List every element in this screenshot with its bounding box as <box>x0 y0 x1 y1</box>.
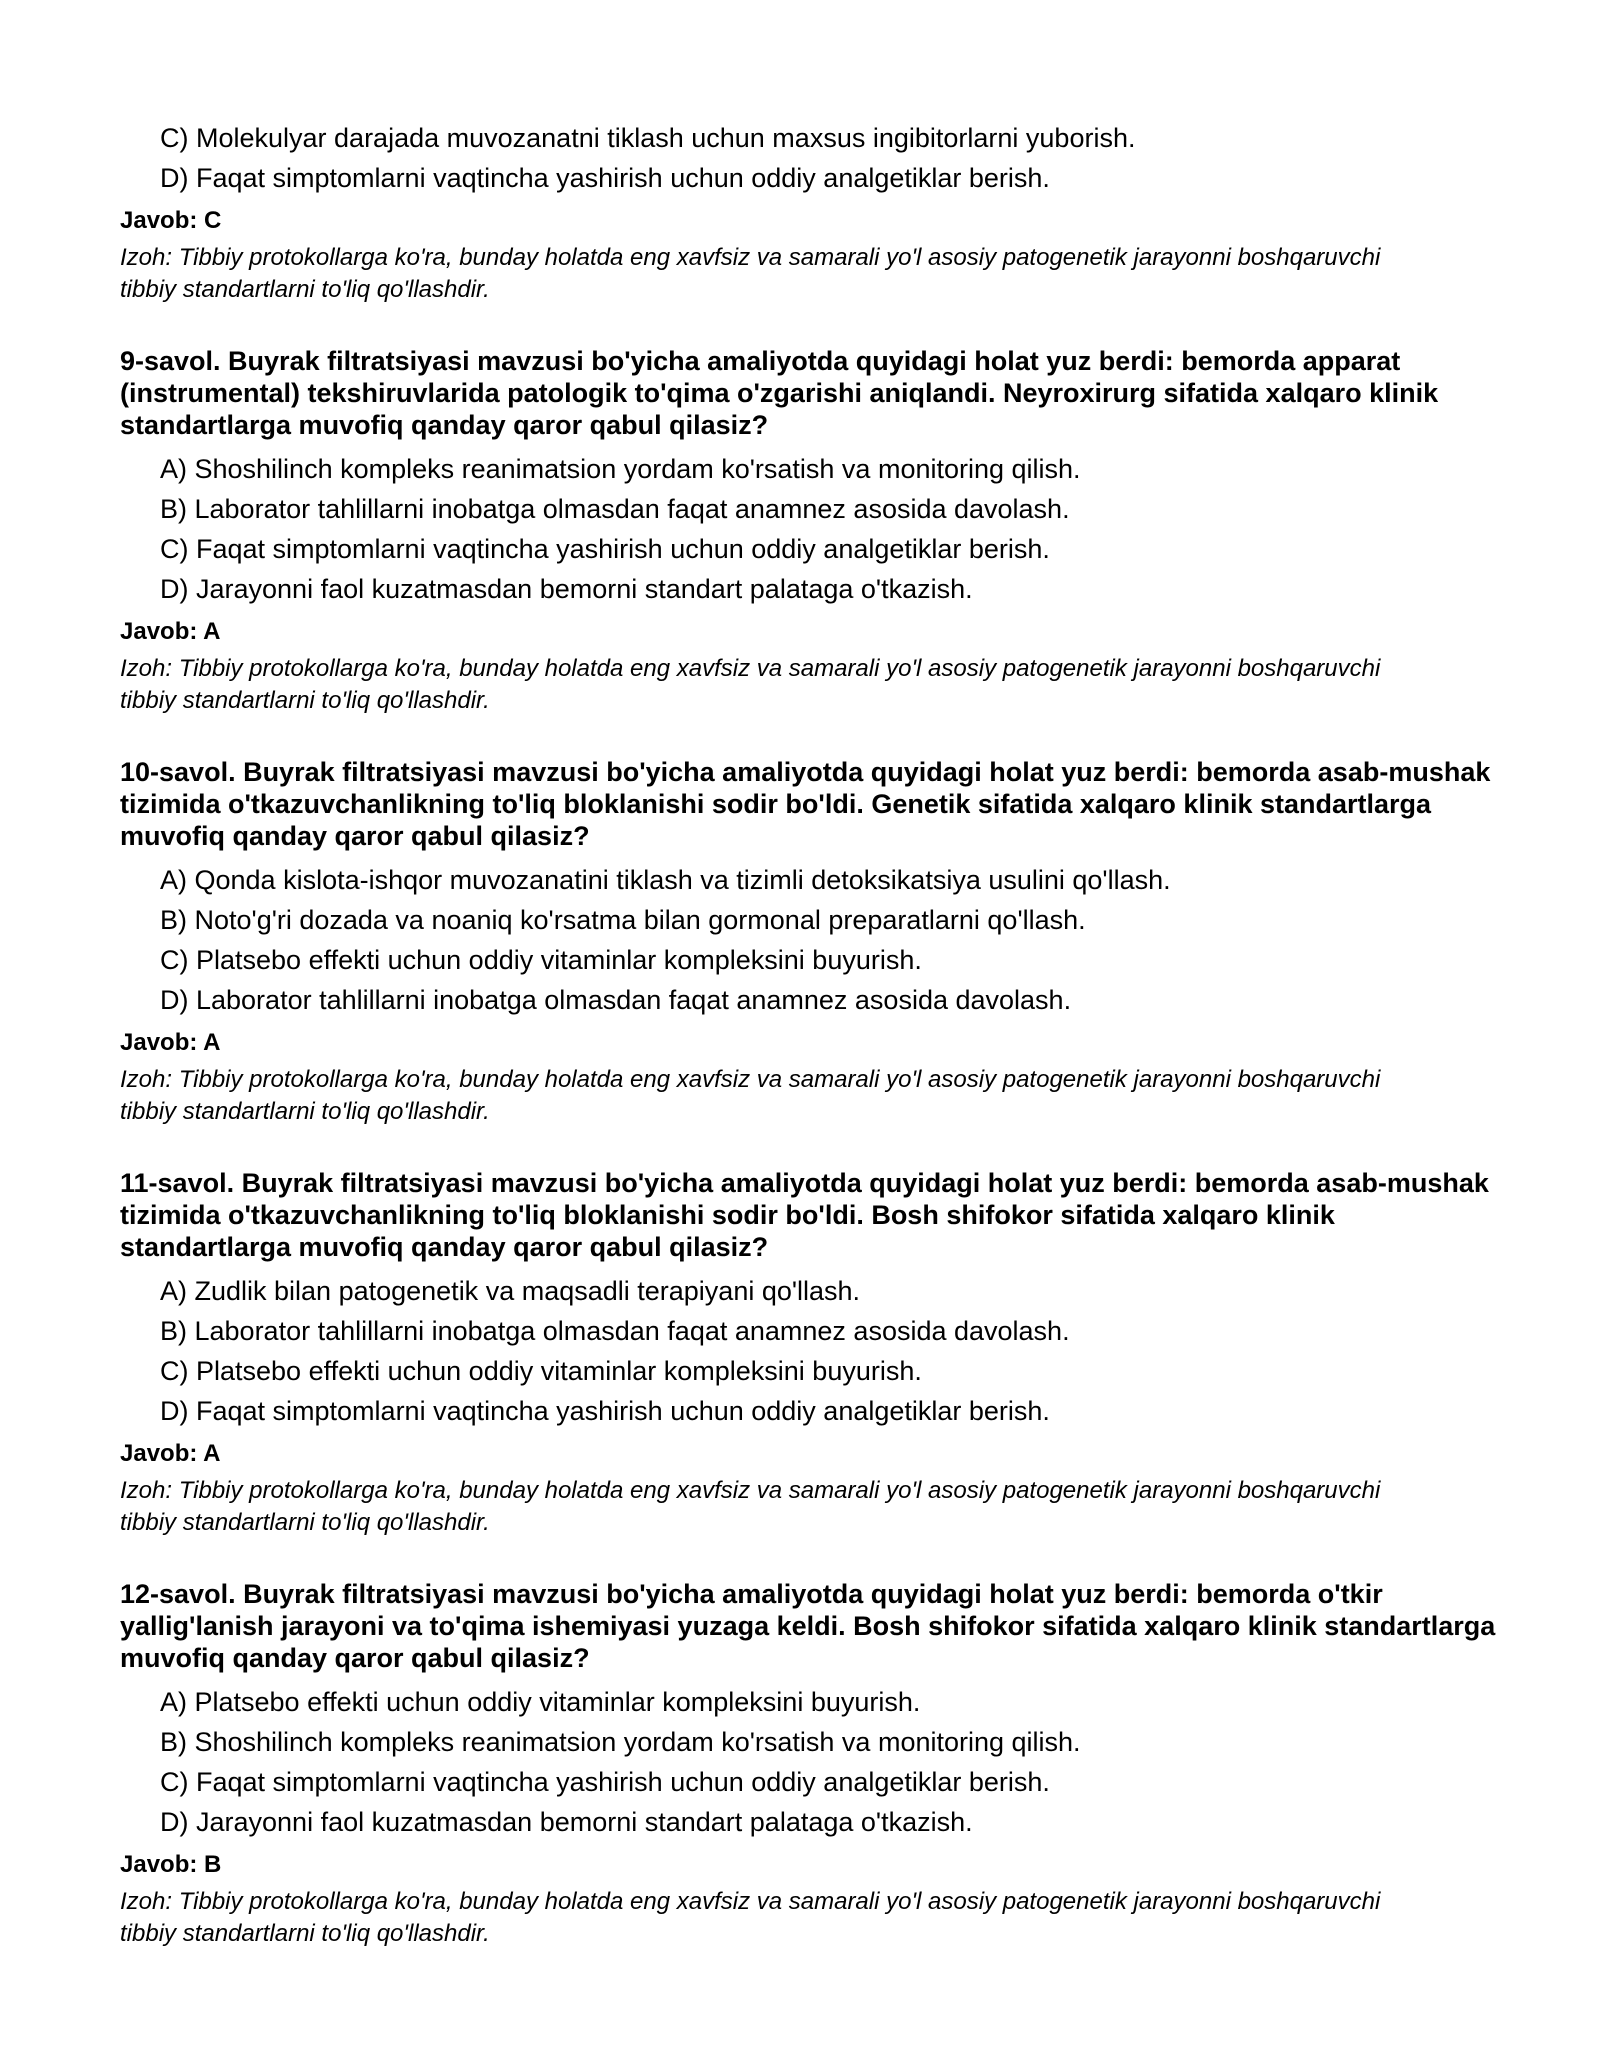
question-text: 12-savol. Buyrak filtratsiyasi mavzusi bo'yicha amaliyotda quyidagi holat yuz berdi: bemorda o'tkir yallig'lanish jarayoni va to'qima ishemiyasi yuzaga keldi. Bosh shifokor sifatida xalqaro klinik standartlarga muvofiq qanday qaror qabul qilasiz? <box>120 1579 1496 1673</box>
option-a: A) Zudlik bilan patogenetik va maqsadli terapiyani qo'llash. <box>160 1276 861 1306</box>
explanation-note: Izoh: Tibbiy protokollarga ko'ra, bunday holatda eng xavfsiz va samarali yo'l asosiy patogenetik jarayonni boshqaruvchi tibbiy standartlarni to'liq qo'llashdir. <box>120 1477 1381 1536</box>
option-c: C) Faqat simptomlarni vaqtincha yashirish uchun oddiy analgetiklar berish. <box>160 1767 1050 1797</box>
option-b: B) Shoshilinch kompleks reanimatsion yordam ko'rsatish va monitoring qilish. <box>160 1727 1081 1757</box>
question-text: 9-savol. Buyrak filtratsiyasi mavzusi bo'yicha amaliyotda quyidagi holat yuz berdi: bemorda apparat (instrumental) tekshiruvlarida patologik to'qima o'zgarishi aniqlandi. Neyroxirurg sifatida xalqaro klinik standartlarga muvofiq qanday qaror qabul qilasiz? <box>120 346 1439 440</box>
answer-label: Javob: A <box>120 618 221 645</box>
option-c: C) Molekulyar darajada muvozanatni tiklash uchun maxsus ingibitorlarni yuborish. <box>160 123 1136 153</box>
option-c: C) Platsebo effekti uchun oddiy vitaminlar kompleksini buyurish. <box>160 945 922 975</box>
option-b: B) Laborator tahlillarni inobatga olmasdan faqat anamnez asosida davolash. <box>160 494 1070 524</box>
option-d: D) Jarayonni faol kuzatmasdan bemorni standart palataga o'tkazish. <box>160 1807 973 1837</box>
answer-label: Javob: C <box>120 207 222 234</box>
answer-label: Javob: A <box>120 1440 221 1467</box>
explanation-note: Izoh: Tibbiy protokollarga ko'ra, bunday holatda eng xavfsiz va samarali yo'l asosiy patogenetik jarayonni boshqaruvchi tibbiy standartlarni to'liq qo'llashdir. <box>120 1066 1381 1125</box>
option-d: D) Faqat simptomlarni vaqtincha yashirish uchun oddiy analgetiklar berish. <box>160 163 1050 193</box>
explanation-note: Izoh: Tibbiy protokollarga ko'ra, bunday holatda eng xavfsiz va samarali yo'l asosiy patogenetik jarayonni boshqaruvchi tibbiy standartlarni to'liq qo'llashdir. <box>120 655 1381 714</box>
question-text: 10-savol. Buyrak filtratsiyasi mavzusi bo'yicha amaliyotda quyidagi holat yuz berdi: bemorda asab-mushak tizimida o'tkazuvchanlikning to'liq bloklanishi sodir bo'ldi. Genetik sifatida xalqaro klinik standartlarga muvofiq qanday qaror qabul qilasiz? <box>120 757 1491 851</box>
option-a: A) Qonda kislota-ishqor muvozanatini tiklash va tizimli detoksikatsiya usulini qo'llash. <box>160 865 1171 895</box>
option-d: D) Laborator tahlillarni inobatga olmasdan faqat anamnez asosida davolash. <box>160 985 1072 1015</box>
option-a: A) Platsebo effekti uchun oddiy vitaminlar kompleksini buyurish. <box>160 1687 921 1717</box>
question-block-11 <box>120 1167 1500 1539</box>
explanation-note: Izoh: Tibbiy protokollarga ko'ra, bunday holatda eng xavfsiz va samarali yo'l asosiy patogenetik jarayonni boshqaruvchi tibbiy standartlarni to'liq qo'llashdir. <box>120 244 1381 303</box>
option-c: C) Platsebo effekti uchun oddiy vitaminlar kompleksini buyurish. <box>160 1356 922 1386</box>
explanation-note: Izoh: Tibbiy protokollarga ko'ra, bunday holatda eng xavfsiz va samarali yo'l asosiy patogenetik jarayonni boshqaruvchi tibbiy standartlarni to'liq qo'llashdir. <box>120 1888 1381 1947</box>
option-b: B) Noto'g'ri dozada va noaniq ko'rsatma bilan gormonal preparatlarni qo'llash. <box>160 905 1086 935</box>
question-block-9 <box>120 345 1500 717</box>
option-d: D) Faqat simptomlarni vaqtincha yashirish uchun oddiy analgetiklar berish. <box>160 1396 1050 1426</box>
question-block-partial <box>120 118 1500 306</box>
question-text: 11-savol. Buyrak filtratsiyasi mavzusi bo'yicha amaliyotda quyidagi holat yuz berdi: bemorda asab-mushak tizimida o'tkazuvchanlikning to'liq bloklanishi sodir bo'ldi. Bosh shifokor sifatida xalqaro klinik standartlarga muvofiq qanday qaror qabul qilasiz? <box>120 1168 1489 1262</box>
option-a: A) Shoshilinch kompleks reanimatsion yordam ko'rsatish va monitoring qilish. <box>160 454 1081 484</box>
answer-label: Javob: B <box>120 1851 222 1878</box>
question-block-10 <box>120 756 1500 1128</box>
document-page <box>120 118 1500 1950</box>
question-block-12 <box>120 1578 1500 1950</box>
option-c: C) Faqat simptomlarni vaqtincha yashirish uchun oddiy analgetiklar berish. <box>160 534 1050 564</box>
option-b: B) Laborator tahlillarni inobatga olmasdan faqat anamnez asosida davolash. <box>160 1316 1070 1346</box>
answer-label: Javob: A <box>120 1029 221 1056</box>
option-d: D) Jarayonni faol kuzatmasdan bemorni standart palataga o'tkazish. <box>160 574 973 604</box>
